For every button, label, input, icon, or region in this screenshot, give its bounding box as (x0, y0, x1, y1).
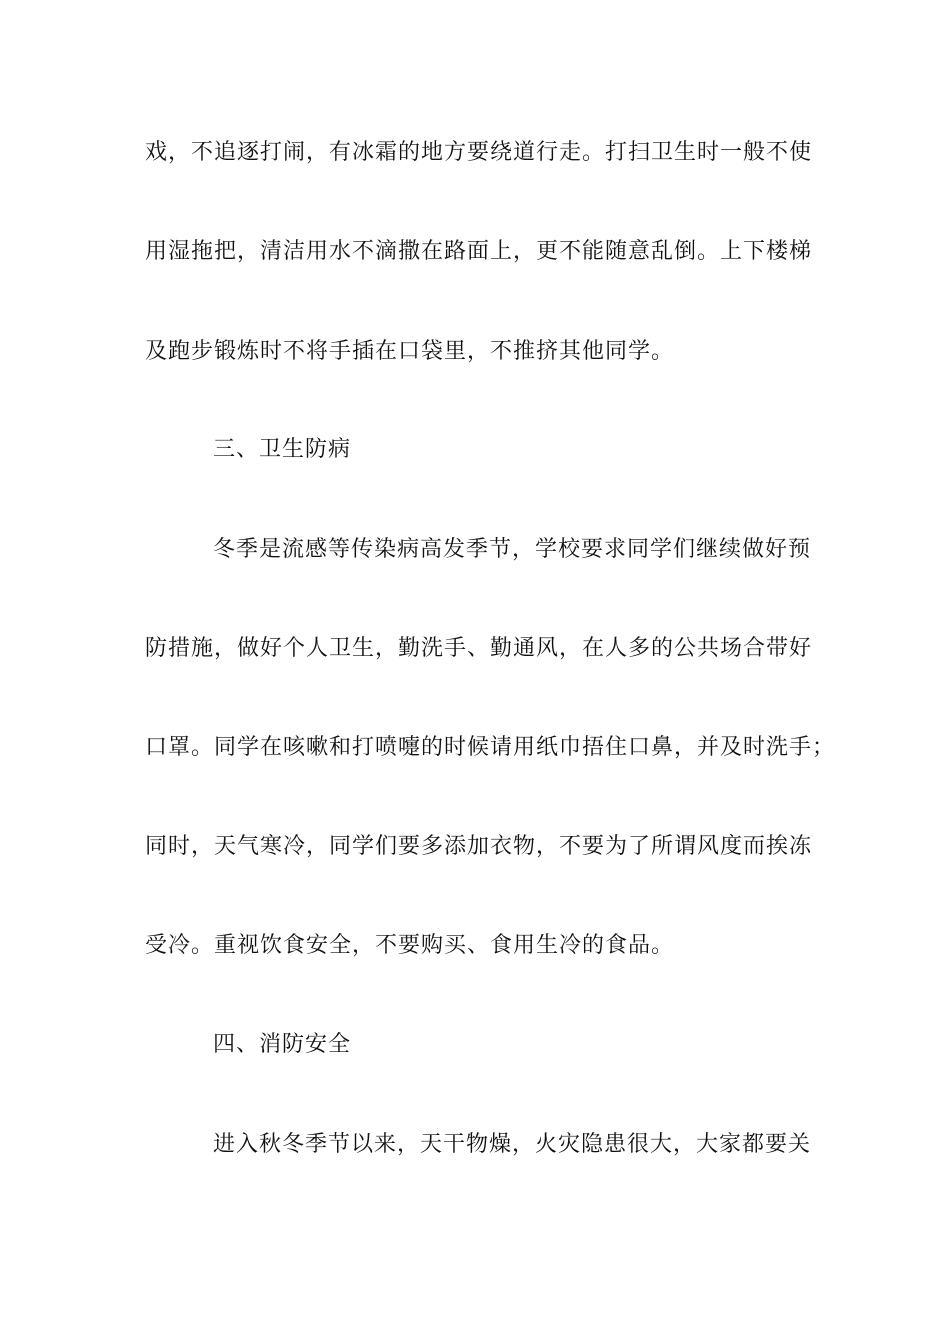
paragraph-line: 及跑步锻炼时不将手插在口袋里，不推挤其他同学。 (145, 339, 675, 364)
paragraph-line: 受冷。重视饮食安全，不要购买、食用生冷的食品。 (145, 933, 675, 958)
paragraph-line: 防措施，做好个人卫生，勤洗手、勤通风，在人多的公共场合带好 (145, 636, 813, 661)
paragraph-line: 用湿拖把，清洁用水不滴撒在路面上，更不能随意乱倒。上下楼梯 (145, 239, 813, 264)
section-heading: 四、消防安全 (213, 1032, 352, 1057)
paragraph-line: 口罩。同学在咳嗽和打喷嚏的时候请用纸巾捂住口鼻，并及时洗手； (145, 735, 836, 760)
section-heading: 三、卫生防病 (213, 437, 352, 462)
paragraph-line: 同时，天气寒冷，同学们要多添加衣物，不要为了所谓风度而挨冻 (145, 834, 813, 859)
paragraph-line: 冬季是流感等传染病高发季节，学校要求同学们继续做好预 (213, 537, 812, 562)
paragraph-line: 戏，不追逐打闹，有冰霜的地方要绕道行走。打扫卫生时一般不使 (145, 140, 813, 165)
paragraph-line: 进入秋冬季节以来，天干物燥，火灾隐患很大，大家都要关 (213, 1132, 812, 1157)
